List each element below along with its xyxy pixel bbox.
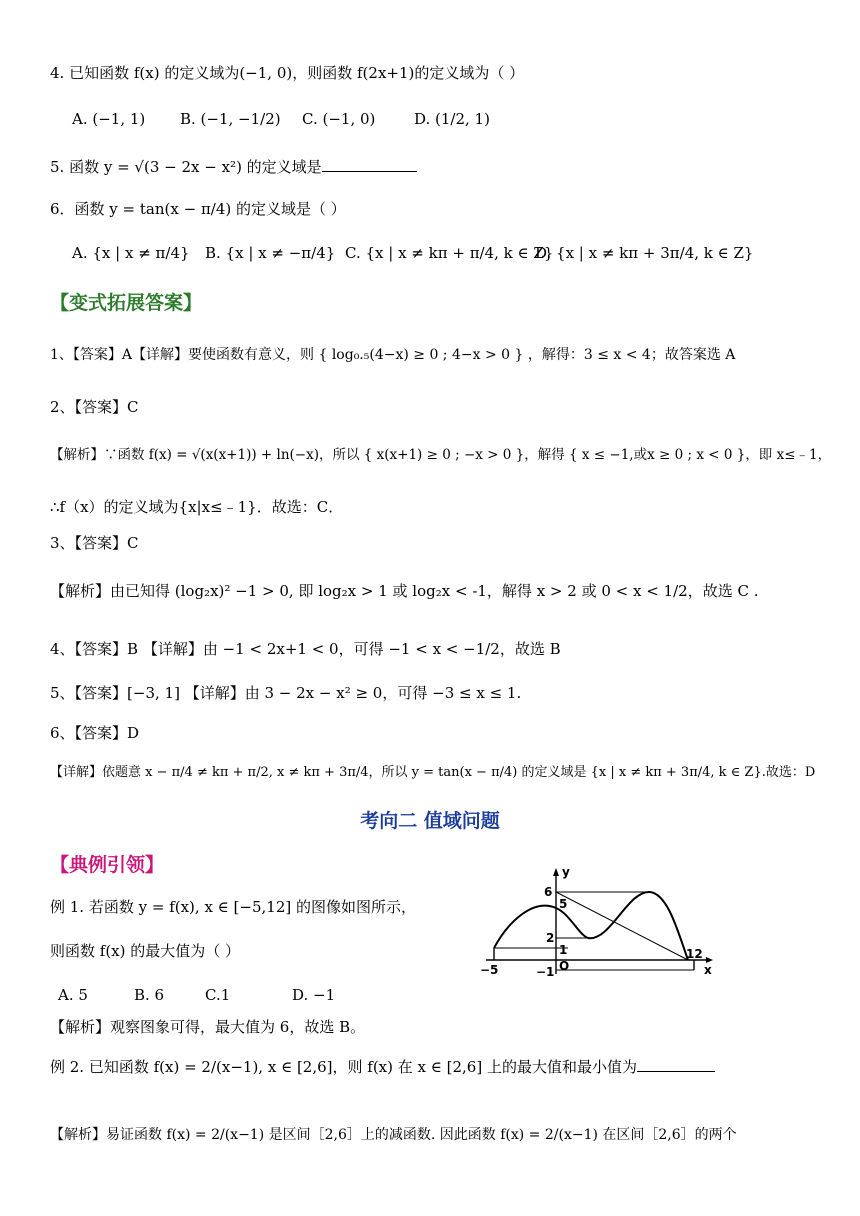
example-2-text: 例 2. 已知函数 f(x) = 2/(x−1), x ∈ [2,6]，则 f(x) 在 x ∈ [2,6] 上的最大值和最小值为: [50, 1058, 637, 1076]
section-title: 考向二 值域问题: [360, 810, 500, 832]
ex1-option-b: B. 6: [134, 986, 165, 1004]
answer-5: 5、【答案】[−3, 1] 【详解】由 3 − 2x − x² ≥ 0，可得 −3 ≤ x ≤ 1.: [50, 684, 522, 702]
example-heading: 【典例引领】: [50, 854, 165, 876]
example-1-solution: 【解析】观察图象可得，最大值为 6，故选 B。: [50, 1018, 366, 1036]
ex1-option-a: A. 5: [58, 986, 88, 1004]
analysis-2-conclusion: ∴f（x）的定义域为{x|x≤﹣1}．故选：C．: [50, 498, 344, 516]
q4-option-d: D. (1/2, 1): [414, 110, 490, 128]
graph-label-12: 12: [686, 947, 703, 961]
answer-2: 2、【答案】C: [50, 398, 139, 416]
answer-3: 3、【答案】C: [50, 534, 139, 552]
example-1-line-1: 例 1. 若函数 y = f(x), x ∈ [−5,12] 的图像如图所示，: [50, 898, 416, 916]
answer-4: 4、【答案】B 【详解】由 −1 < 2x+1 < 0，可得 −1 < x < −1/2，故选 B: [50, 640, 561, 658]
question-6-text: 6．函数 y = tan(x − π/4) 的定义域是（ ）: [50, 200, 346, 218]
graph-label-origin: O: [559, 959, 570, 973]
q4-option-c: C. (−1, 0): [302, 110, 376, 128]
analysis-6: 【详解】依题意 x − π/4 ≠ kπ + π/2, x ≠ kπ + 3π/4，所以 y = tan(x − π/4) 的定义域是 {x | x ≠ kπ + 3π/4, k ∈ Z}.故选：D: [50, 765, 816, 780]
ex1-option-c: C.1: [205, 986, 231, 1004]
q6-option-b: B. {x | x ≠ −π/4}: [205, 244, 336, 262]
analysis-3: 【解析】由已知得 (log₂x)² −1 > 0, 即 log₂x > 1 或 log₂x < -1，解得 x > 2 或 0 < x < 1/2，故选 C .: [50, 582, 759, 600]
q6-option-d: D. {x | x ≠ kπ + 3π/4, k ∈ Z}: [535, 244, 754, 262]
graph-label-2: 2: [546, 931, 555, 945]
graph-label-neg5: −5: [480, 963, 499, 977]
q4-option-a: A. (−1, 1): [72, 110, 146, 128]
ex1-option-d: D. −1: [292, 986, 336, 1004]
graph-label-x: x: [704, 963, 712, 977]
q4-option-b: B. (−1, −1/2): [180, 110, 281, 128]
example-1-line-2: 则函数 f(x) 的最大值为（ ）: [50, 942, 241, 960]
answer-blank-2: [637, 1057, 715, 1072]
question-5-text: 5. 函数 y = √(3 − 2x − x²) 的定义域是: [50, 158, 322, 176]
graph-label-5: 5: [559, 897, 568, 911]
function-curve: [494, 892, 688, 960]
q6-option-c: C. {x | x ≠ kπ + π/4, k ∈ Z}: [345, 244, 554, 262]
graph-label-6: 6: [544, 885, 553, 899]
example-2-solution: 【解析】易证函数 f(x) = 2/(x−1) 是区间［2,6］上的减函数. 因此函数 f(x) = 2/(x−1) 在区间［2,6］的两个: [50, 1127, 737, 1143]
variant-answers-heading: 【变式拓展答案】: [50, 292, 203, 314]
question-4-text: 4. 已知函数 f(x) 的定义域为(−1, 0)，则函数 f(2x+1)的定义域为（ ）: [50, 64, 525, 82]
graph-label-1: 1: [559, 943, 568, 957]
question-5: [50, 156, 417, 178]
q6-option-a: A. {x | x ≠ π/4}: [72, 244, 190, 262]
example-2: [50, 1056, 715, 1078]
graph-label-y: y: [562, 865, 570, 879]
function-graph: [478, 862, 724, 982]
graph-label-neg1: −1: [536, 965, 555, 979]
y-axis-arrow: [553, 868, 559, 876]
analysis-2: 【解析】∵函数 f(x) = √(x(x+1)) + ln(−x)，所以 { x(x+1) ≥ 0 ; −x > 0 }，解得 { x ≤ −1,或x ≥ 0 ; x < 0 }，即 x≤﹣1，: [50, 447, 832, 463]
answer-1: 1、【答案】A【详解】要使函数有意义，则 { log₀.₅(4−x) ≥ 0 ; 4−x > 0 } ，解得：3 ≤ x < 4；故答案选 A: [50, 347, 736, 363]
answer-6: 6、【答案】D: [50, 724, 140, 742]
answer-blank: [322, 157, 417, 172]
